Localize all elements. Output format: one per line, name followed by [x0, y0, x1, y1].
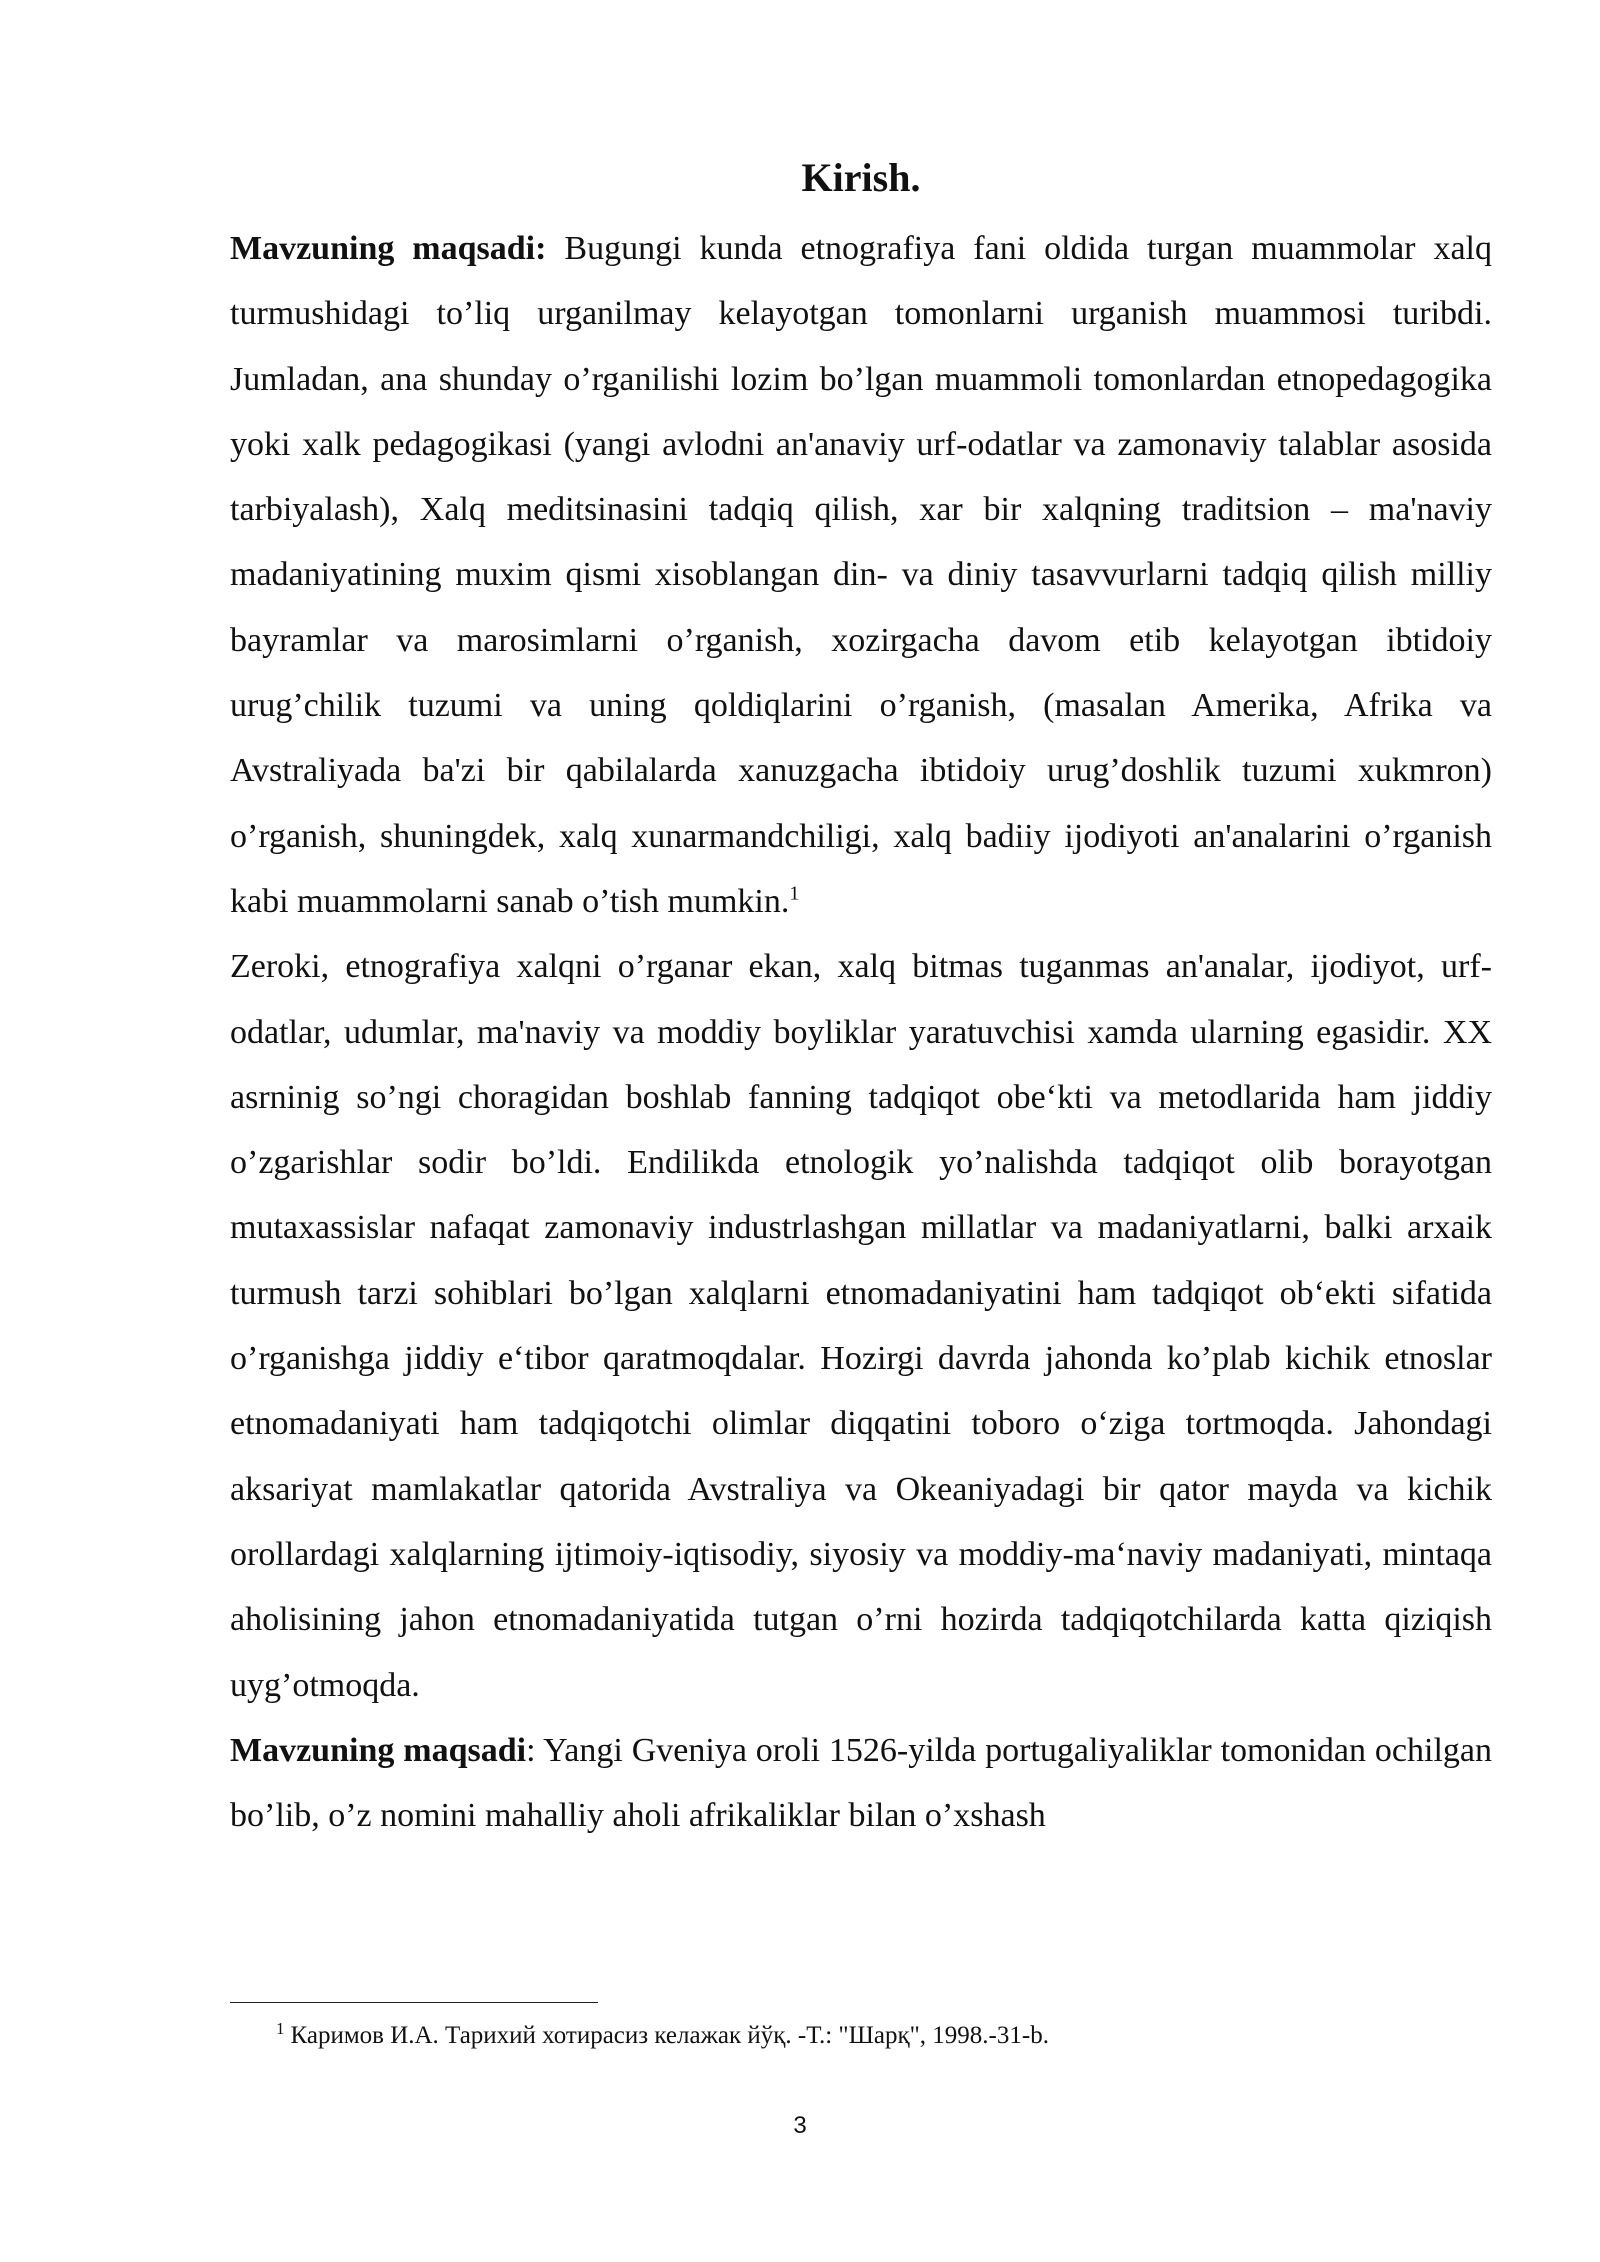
footnote-mark: 1 [276, 2018, 285, 2038]
paragraph-1 [230, 216, 1492, 934]
footnote [276, 2018, 1486, 2054]
paragraph-2-text: Zeroki, etnografiya xalqni o’rganar ekan, xalq bitmas tuganmas an'analar, ijodiyot, urf-odatlar, udumlar, ma'naviy va moddiy boyliklar yaratuvchisi xamda ularning egasidir. XX asrninig so’ngi choragidan boshlab fanning tadqiqot obe‘kti va metodlarida ham jiddiy o’zgarishlar sodir bo’ldi. Endilikda etnologik yo’nalishda tadqiqot olib borayotgan mutaxassislar nafaqat zamonaviy industrlashgan millatlar va madaniyatlarni, balki arxaik turmush tarzi sohiblari bo’lgan xalqlarni etnomadaniyatini ham tadqiqot ob‘ekti sifatida o’rganishga jiddiy e‘tibor qaratmoqdalar. Hozirgi davrda jahonda ko’plab kichik etnoslar etnomadaniyati ham tadqiqotchi olimlar diqqatini toboro o‘ziga tortmoqda. Jahondagi aksariyat mamlakatlar qatorida Avstraliya va Okeaniyadagi bir qator mayda va kichik orollardagi xalqlarning ijtimoiy-iqtisodiy, siyosiy va moddiy-ma‘naviy madaniyati, mintaqa aholisining jahon etnomadaniyatida tutgan o’rni hozirda tadqiqotchilarda katta qiziqish uyg’otmoqda. [230, 948, 1492, 1704]
paragraph-3 [230, 1718, 1492, 1849]
footnote-divider [230, 2002, 598, 2003]
paragraph-1-label: Mavzuning maqsadi: [230, 230, 547, 267]
paragraph-1-text: Bugungi kunda etnografiya fani oldida turgan muammolar xalq turmushidagi to’liq urganilmay kelayotgan tomonlarni urganish muammosi turibdi. Jumladan, ana shunday o’rganilishi lozim bo’lgan muammoli tomonlardan etnopedagogika yoki xalk pedagogikasi (yangi avlodni an'anaviy urf-odatlar va zamonaviy talablar asosida tarbiyalash), Xalq meditsinasini tadqiq qilish, xar bir xalqning traditsion – ma'naviy madaniyatining muxim qismi xisoblangan din- va diniy tasavvurlarni tadqiq qilish milliy bayramlar va marosimlarni o’rganish, xozirgacha davom etib kelayotgan ibtidoiy urug’chilik tuzumi va uning qoldiqlarini o’rganish, (masalan Amerika, Afrika va Avstraliyada ba'zi bir qabilalarda xanuzgacha ibtidoiy urug’doshlik tuzumi xukmron) o’rganish, shuningdek, xalq xunarmandchiligi, xalq badiiy ijodiyoti an'analarini o’rganish kabi muammolarni sanab o’tish mumkin. [230, 230, 1492, 920]
footnote-text: Каримов И.А. Тарихий хотирасиз келажак йўқ. -Т.: "Шарқ", 1998.-31-b. [290, 2022, 1049, 2049]
page-title: Kirish. [801, 155, 921, 200]
document-page [230, 150, 1492, 1848]
page-number: 3 [793, 2112, 807, 2139]
paragraph-3-label: Mavzuning maqsadi [230, 1731, 527, 1769]
paragraph-3-text: : Yangi Gveniya oroli 1526-yilda portugaliyaliklar tomonidan ochilgan bo’lib, o’z nomini mahalliy aholi afrikaliklar bilan o’xshash [230, 1731, 1492, 1835]
paragraph-2 [230, 934, 1492, 1718]
footnote-reference[interactable]: 1 [789, 882, 800, 905]
